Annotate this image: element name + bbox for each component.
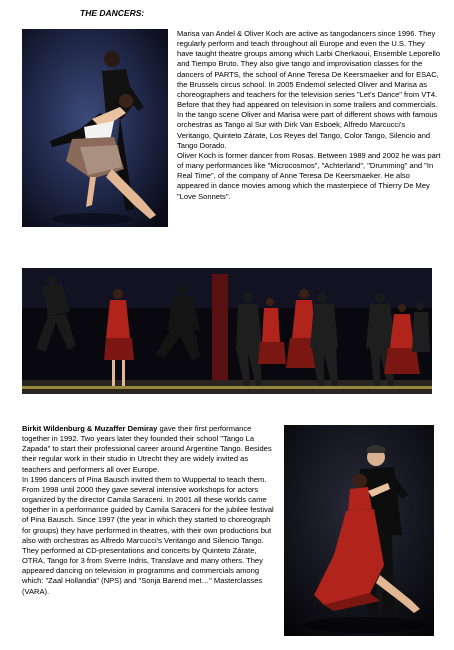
dancers-bio-2 xyxy=(22,424,275,597)
page-title: THE DANCERS: xyxy=(80,8,145,18)
bio-lead-text: gave their first performance together in 1992. Two years later they founded their school "Tango La Zapada" to start their professional career around Argentine Tango. Besides their regular work in their studio in Utrecht they are widely invited as teachers and performers all over Europe. xyxy=(22,424,272,474)
dancers-photo-1 xyxy=(22,29,168,227)
dancers-photo-2 xyxy=(284,425,434,636)
bio-paragraph xyxy=(22,424,275,475)
bio-paragraph: Oliver Koch is former dancer from Rosas. Between 1989 and 2002 he was part of many performances like "Microcosmos", "Achterland", "Drumming" and "In Real Time", of the company of Anne Teresa De Keersmaeker. He also appeared in dance movies among which the masterpiece of Thierry De Mey "Love Sonnets". xyxy=(177,150,441,201)
dancers-bio-1 xyxy=(177,29,441,202)
bio-paragraph: Marisa van Andel & Oliver Koch are active as tangodancers since 1996. They regularly perform and teach throughout all Europe and even the U.S. They have taught theatre groups among which Larbi Cherkaoui, Ensemble Leporello and Tiempo Bruto. They also give tango and improvisation classes for the dancers of PARTS, the school of Anne Teresa De Keersmaeker and for ESAC, the Brussels circus school. In 2005 Endemol selected Oliver and Marisa as choreographers and teachers for the television series "Let's Dance" from VT4. Before that they had appeared on television in some trailers and commercials. In the tango scene Oliver and Marisa were part of different shows with famous orchestras as Tango al Sur with Dirk Van Esboek, Alfredo Marcucci's Veritango, Quinteto Zárate, Los Reyes del Tango, Color Tango, Silencio and Tango Dorado. xyxy=(177,29,441,150)
dancer-names: Birkit Wildenburg & Muzaffer Demiray xyxy=(22,424,158,433)
bio-paragraph: In 1996 dancers of Pina Bausch invited them to Wuppertal to teach them. From 1998 until 2000 they gave several intensive workshops for actors organized by the director Camila Saraceni. In 2001 all these worlds came together in a performance guided by Camila Saraceni for the jubilee festival of Pina Bausch. Since 1997 (the year in which they started to choreograph for groups) they have performed in theatres, with their own productions but also with orchestras as Alfredo Marcucci's Veritango and Silencio Tango. They performed at CD-presentations and concerts by Quinteto Zárate, OTRA, Tango for 3 from Sverre Indris, Translave and many others. They appeared dancing on television in programms and commercials among which: "Zaal Hollandia" (NPS) and "Sonja Barend met…" Masterclasses (VARA). xyxy=(22,474,274,596)
stage-performance-photo xyxy=(22,268,432,394)
